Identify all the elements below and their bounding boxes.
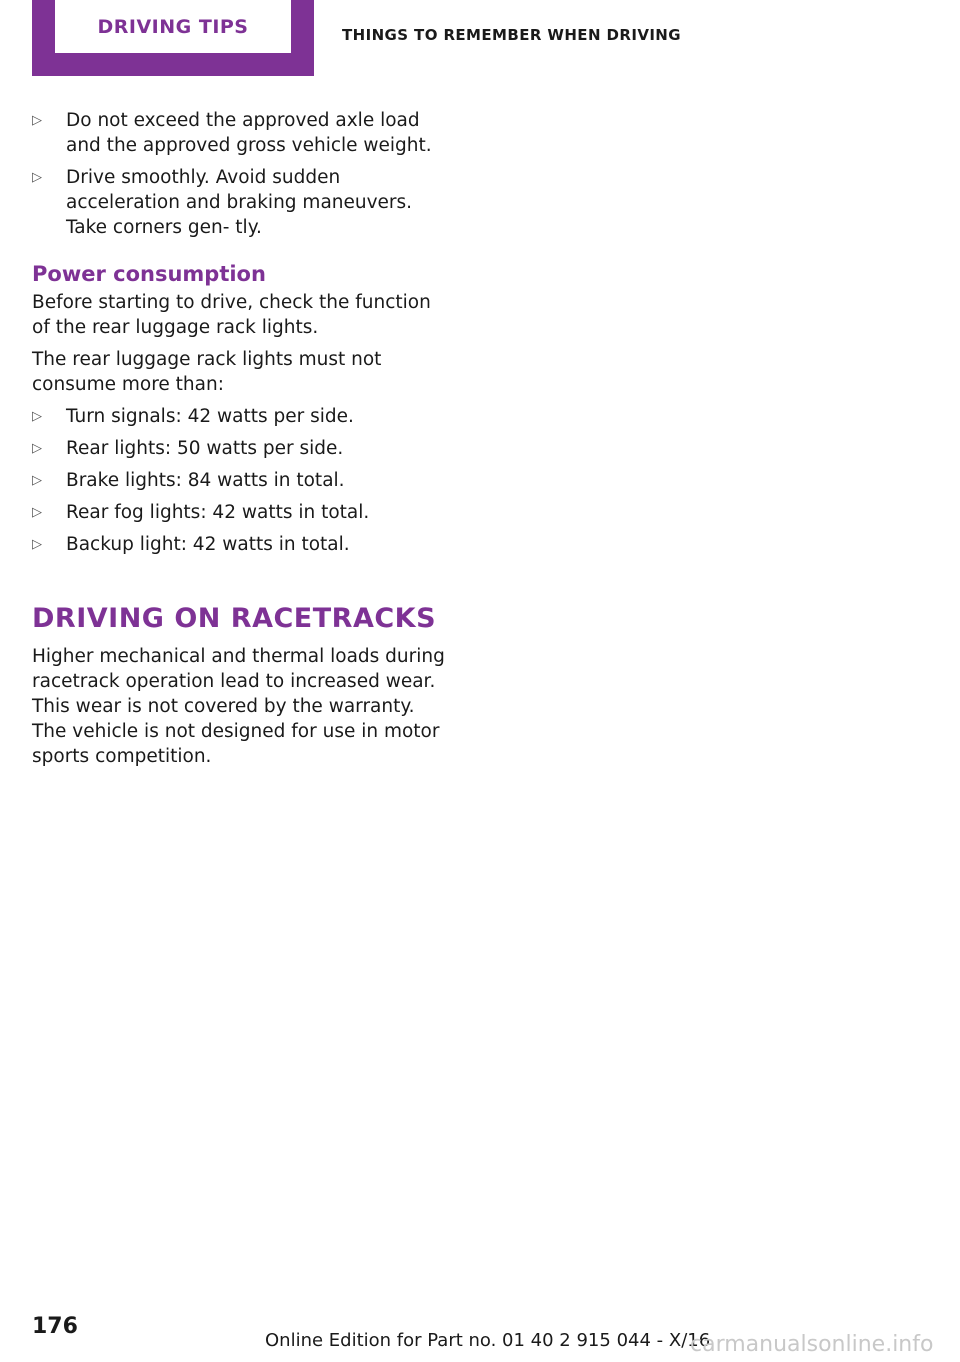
list-item-text: Rear fog lights: 42 watts in total. — [66, 502, 370, 523]
racetracks-heading: DRIVING ON RACETRACKS — [32, 603, 437, 634]
intro-bullet-list — [32, 108, 447, 240]
triangle-bullet-icon: ▷ — [32, 441, 42, 456]
watermark: carmanualsonline.info — [690, 1332, 934, 1357]
power-consumption-heading: Power consumption — [32, 262, 266, 286]
list-item-text: Do not exceed the approved axle load and the approved gross vehicle weight. — [66, 110, 432, 156]
page-number: 176 — [32, 1314, 78, 1339]
list-item-text: Drive smoothly. Avoid sudden acceleration and braking maneuvers. Take corners gen‐ tly. — [66, 167, 413, 238]
power-bullet-list — [32, 404, 447, 557]
list-item — [32, 404, 447, 429]
triangle-bullet-icon: ▷ — [32, 113, 42, 128]
main-content — [32, 108, 447, 776]
chapter-tab-label: DRIVING TIPS — [55, 0, 291, 53]
chapter-tab — [32, 0, 314, 76]
list-item — [32, 165, 447, 240]
list-item-text: Backup light: 42 watts in total. — [66, 534, 350, 555]
list-item-text: Brake lights: 84 watts in total. — [66, 470, 345, 491]
triangle-bullet-icon: ▷ — [32, 473, 42, 488]
list-item — [32, 108, 447, 158]
triangle-bullet-icon: ▷ — [32, 505, 42, 520]
power-paragraph-1: Before starting to drive, check the function of the rear luggage rack lights. — [32, 292, 431, 338]
power-paragraph-2: The rear luggage rack lights must not consume more than: — [32, 349, 382, 395]
racetracks-paragraph: Higher mechanical and thermal loads during racetrack operation lead to increased wear. This wear is not covered by the warranty. The vehicle is not designed for use in motor sports competition. — [32, 646, 445, 767]
section-title: THINGS TO REMEMBER WHEN DRIVING — [342, 26, 681, 44]
list-item-text: Turn signals: 42 watts per side. — [66, 406, 354, 427]
triangle-bullet-icon: ▷ — [32, 170, 42, 185]
triangle-bullet-icon: ▷ — [32, 537, 42, 552]
list-item — [32, 532, 447, 557]
triangle-bullet-icon: ▷ — [32, 409, 42, 424]
list-item — [32, 468, 447, 493]
edition-footer: Online Edition for Part no. 01 40 2 915 044 - X/16 — [265, 1330, 711, 1351]
list-item — [32, 436, 447, 461]
list-item — [32, 500, 447, 525]
list-item-text: Rear lights: 50 watts per side. — [66, 438, 344, 459]
